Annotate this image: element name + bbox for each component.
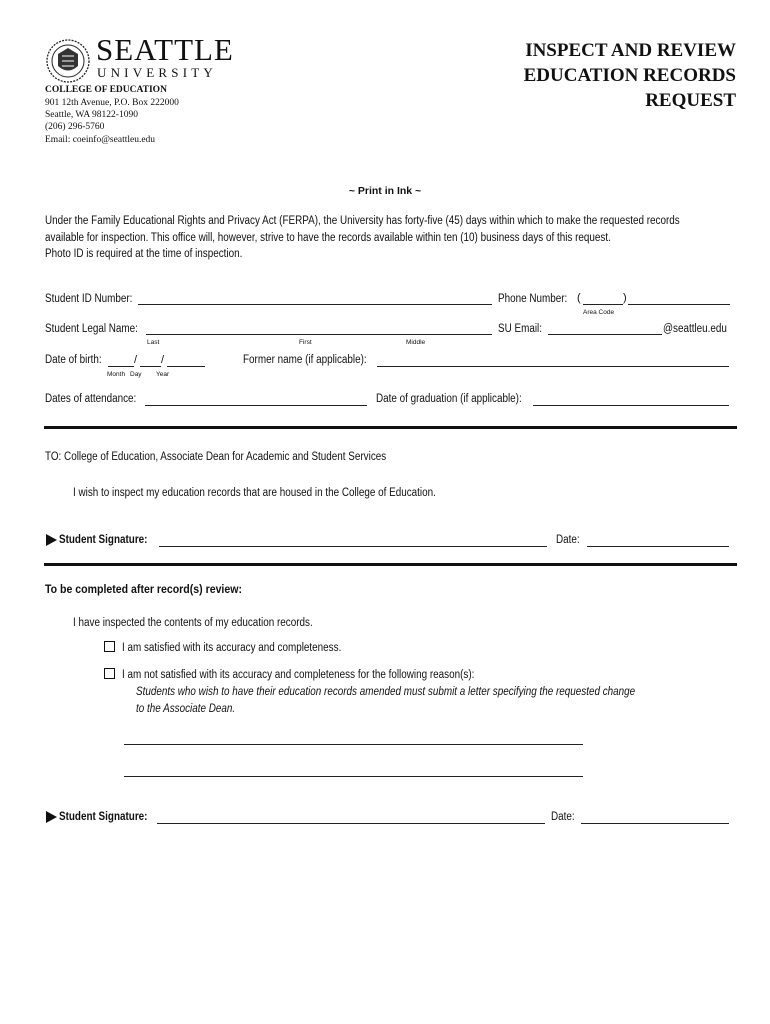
intro-paragraph-1: Under the Family Educational Rights and Privacy Act (FERPA), the University has forty-five (45) days within which to make the requested records: [45, 215, 680, 227]
not-satisfied-checkbox[interactable]: [104, 668, 115, 679]
satisfied-checkbox[interactable]: [104, 641, 115, 652]
area-code-close-paren: ): [623, 292, 627, 304]
inspected-statement: I have inspected the contents of my education records.: [73, 617, 313, 629]
former-name-label: Former name (if applicable):: [243, 354, 367, 366]
su-email-input[interactable]: [548, 334, 662, 335]
first-name-sublabel: First: [299, 339, 312, 346]
day-sublabel: Day: [130, 371, 142, 378]
year-sublabel: Year: [156, 371, 170, 378]
to-line: TO: College of Education, Associate Dean for Academic and Student Services: [45, 451, 387, 463]
contact-email: Email: coeinfo@seattleu.edu: [45, 135, 156, 145]
phone-number: (206) 296-5760: [45, 122, 105, 132]
not-satisfied-label: I am not satisfied with its accuracy and completeness for the following reason(s):: [122, 669, 475, 681]
dob-label: Date of birth:: [45, 354, 102, 366]
dob-day-input[interactable]: [140, 366, 161, 367]
graduation-label: Date of graduation (if applicable):: [376, 393, 522, 405]
middle-name-sublabel: Middle: [406, 339, 426, 346]
reason-input-line-2[interactable]: [124, 776, 583, 777]
amendment-note-line-2: to the Associate Dean.: [136, 703, 236, 715]
form-title: [436, 38, 736, 113]
section-divider-2: [44, 563, 737, 566]
student-id-label: Student ID Number:: [45, 293, 133, 305]
university-seal-logo: [45, 38, 91, 84]
attendance-input[interactable]: [145, 405, 367, 406]
date-input-2[interactable]: [581, 823, 729, 824]
dob-month-input[interactable]: [108, 366, 134, 367]
signature-input-2[interactable]: [157, 823, 545, 824]
phone-number-input[interactable]: [628, 304, 730, 305]
section-divider-1: [44, 426, 737, 429]
intro-paragraph-3: Photo ID is required at the time of inspection.: [45, 248, 243, 260]
area-code-open-paren: (: [577, 292, 581, 304]
intro-paragraph-2: available for inspection. This office will, however, strive to have the records available within ten (10) business days of this request.: [45, 232, 611, 244]
graduation-input[interactable]: [533, 405, 729, 406]
dob-separator-2: /: [161, 354, 165, 366]
satisfied-label: I am satisfied with its accuracy and completeness.: [122, 642, 342, 654]
legal-name-input[interactable]: [146, 334, 492, 335]
area-code-input[interactable]: [583, 304, 623, 305]
amendment-note-line-1: Students who wish to have their education records amended must submit a letter specifying the requested change: [136, 686, 636, 698]
review-heading: To be completed after record(s) review:: [45, 582, 242, 596]
dob-year-input[interactable]: [167, 366, 205, 367]
college-name: COLLEGE OF EDUCATION: [45, 85, 167, 95]
signature-input-1[interactable]: [159, 546, 547, 547]
signature-label-2: Student Signature:: [59, 811, 148, 823]
email-domain: @seattleu.edu: [663, 323, 727, 335]
request-statement: I wish to inspect my education records that are housed in the College of Education.: [73, 487, 436, 499]
student-id-input[interactable]: [138, 304, 492, 305]
title-line-2: EDUCATION RECORDS: [523, 65, 736, 86]
title-line-1: INSPECT AND REVIEW: [525, 40, 736, 61]
phone-label: Phone Number:: [498, 293, 568, 305]
former-name-input[interactable]: [377, 366, 729, 367]
legal-name-label: Student Legal Name:: [45, 323, 138, 335]
brand-subtitle: UNIVERSITY: [97, 65, 217, 80]
date-label-2: Date:: [551, 811, 575, 823]
attendance-label: Dates of attendance:: [45, 393, 137, 405]
date-input-1[interactable]: [587, 546, 729, 547]
area-code-sublabel: Area Code: [583, 309, 615, 316]
signature-label-1: Student Signature:: [59, 534, 148, 546]
dob-separator-1: /: [134, 354, 138, 366]
brand-name: SEATTLE: [96, 32, 234, 67]
signature-arrow-icon: [46, 534, 57, 546]
month-sublabel: Month: [107, 371, 126, 378]
reason-input-line-1[interactable]: [124, 744, 583, 745]
signature-arrow-icon: [46, 811, 57, 823]
print-in-ink-note: ~ Print in Ink ~: [348, 185, 422, 197]
title-line-3: REQUEST: [645, 90, 736, 111]
date-label-1: Date:: [556, 534, 580, 546]
address-line-2: Seattle, WA 98122-1090: [45, 110, 138, 120]
last-name-sublabel: Last: [147, 339, 160, 346]
su-email-label: SU Email:: [498, 323, 542, 335]
address-line-1: 901 12th Avenue, P.O. Box 222000: [45, 98, 179, 108]
